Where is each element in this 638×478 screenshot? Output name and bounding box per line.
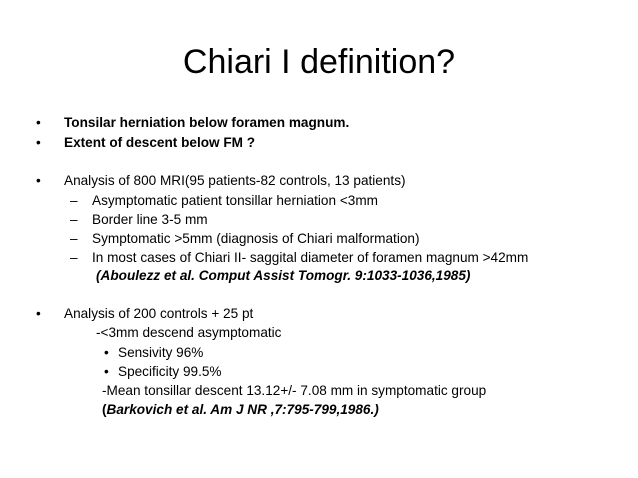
sub-asymptomatic: Asymptomatic patient tonsillar herniation <3mm [92, 193, 378, 208]
bullet-icon: • [104, 364, 109, 379]
dash-icon: – [70, 231, 78, 246]
bullet-icon: • [36, 135, 41, 150]
sub-borderline: Border line 3-5 mm [92, 212, 208, 227]
bullet-icon: • [104, 345, 109, 360]
slide-title: Chiari I definition? [182, 43, 456, 81]
reference-barkovich-text: Barkovich et al. Am J NR ,7:795-799,1986.) [106, 402, 379, 417]
line-sensivity: Sensivity 96% [118, 345, 204, 360]
point-tonsilar-herniation: Tonsilar herniation below foramen magnum. [64, 115, 350, 130]
line-descend-asymptomatic: -<3mm descend asymptomatic [96, 325, 282, 340]
reference-open-paren: ( [102, 402, 107, 417]
reference-aboulezz: (Aboulezz et al. Comput Assist Tomogr. 9:1033-1036,1985) [96, 268, 471, 283]
point-analysis-200: Analysis of 200 controls + 25 pt [64, 306, 254, 321]
bullet-icon: • [36, 173, 41, 188]
reference-barkovich [102, 401, 379, 419]
line-mean-descent: -Mean tonsillar descent 13.12+/- 7.08 mm in symptomatic group [102, 383, 487, 398]
sub-symptomatic: Symptomatic >5mm (diagnosis of Chiari malformation) [92, 231, 420, 246]
dash-icon: – [70, 212, 78, 227]
sub-chiari-ii: In most cases of Chiari II- saggital diameter of foramen magnum >42mm [92, 250, 529, 265]
dash-icon: – [70, 250, 78, 265]
bullet-icon: • [36, 115, 41, 130]
bullet-icon: • [36, 306, 41, 321]
point-analysis-800: Analysis of 800 MRI(95 patients-82 controls, 13 patients) [64, 173, 406, 188]
point-extent-descent: Extent of descent below FM ? [64, 135, 256, 150]
dash-icon: – [70, 193, 78, 208]
line-specificity: Specificity 99.5% [118, 364, 222, 379]
